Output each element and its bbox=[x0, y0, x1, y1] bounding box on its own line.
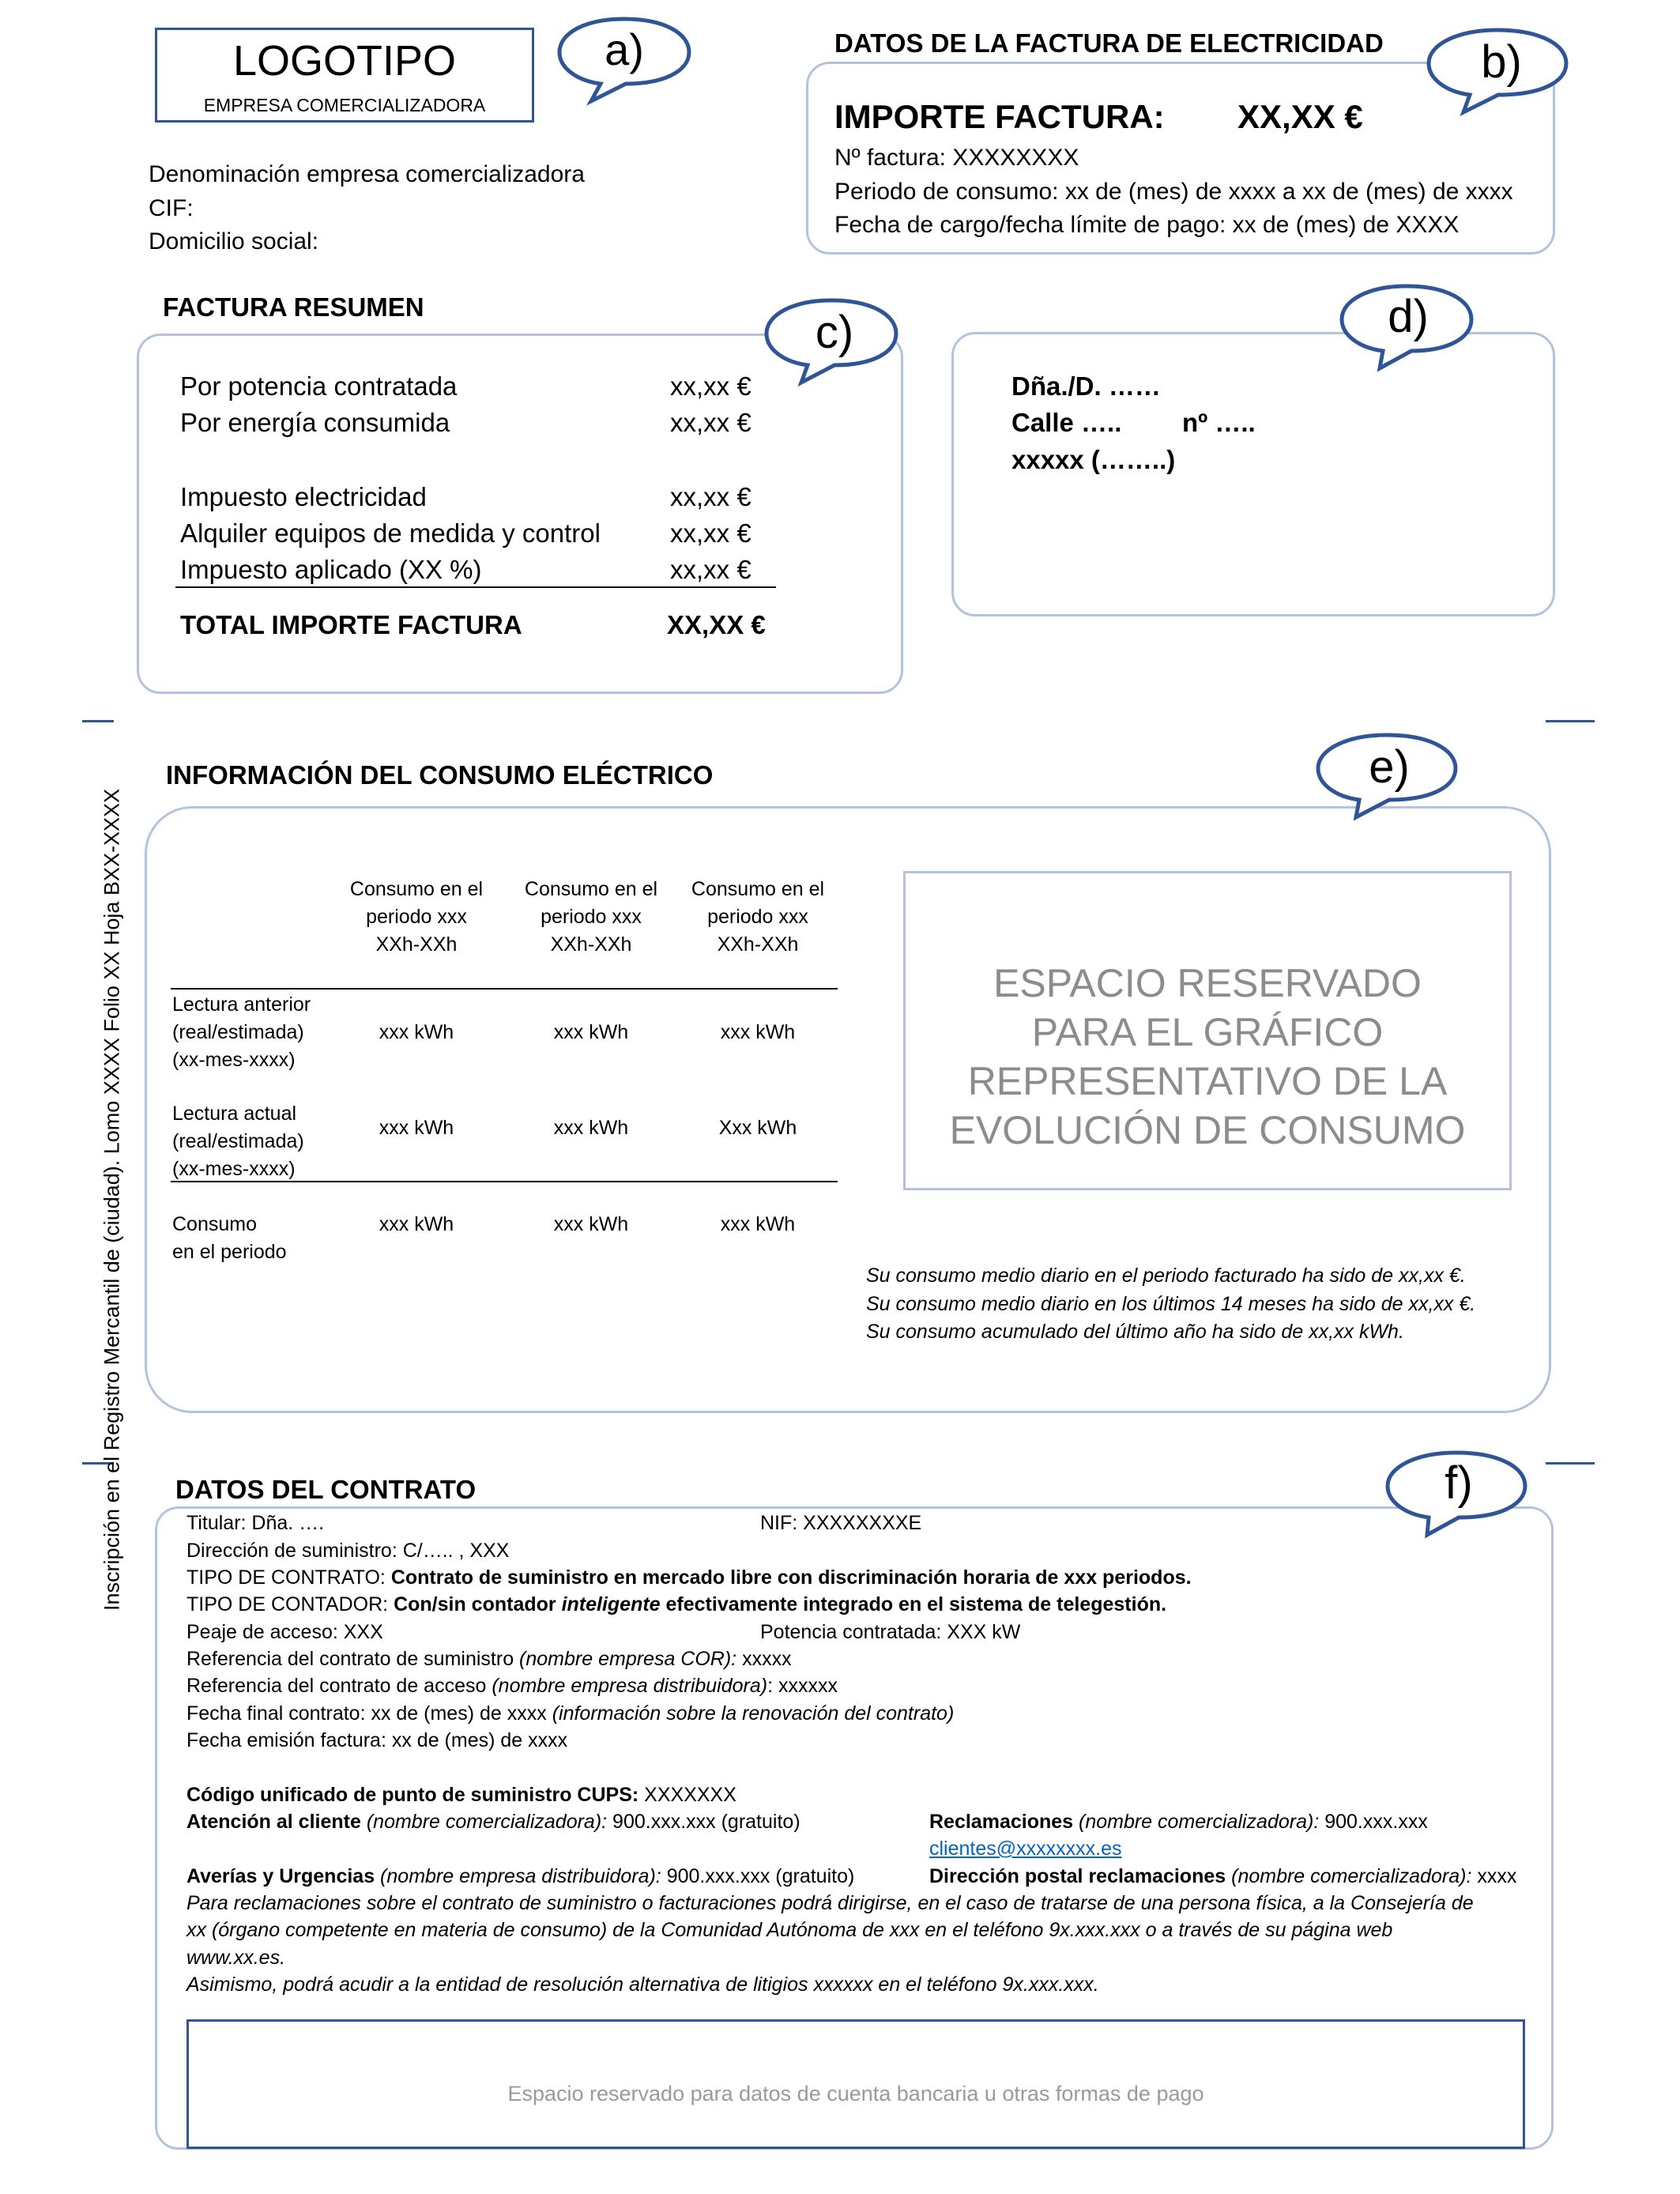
contract-supply-address: Dirección de suministro: C/….. , XXX bbox=[186, 1540, 510, 1562]
postal-claims-address: Dirección postal reclamaciones (nombre comercializadora): xxxx bbox=[929, 1865, 1517, 1887]
summary-total-rule bbox=[175, 586, 776, 588]
meter-type: TIPO DE CONTADOR: Con/sin contador inteligente efectivamente integrado en el sistema de telegestión. bbox=[186, 1593, 1167, 1615]
table-row-label: Consumo en el periodo bbox=[172, 1213, 287, 1263]
table-cell: xxx kWh bbox=[553, 1213, 629, 1235]
recipient-street-number: nº ….. bbox=[1182, 408, 1256, 437]
supply-contract-reference: Referencia del contrato de suministro (nombre empresa COR): xxxxx bbox=[186, 1648, 792, 1670]
chart-placeholder-line: EVOLUCIÓN DE CONSUMO bbox=[949, 1108, 1466, 1152]
consumption-note: Su consumo medio diario en los últimos 14 meses ha sido de xx,xx €. bbox=[866, 1293, 1476, 1315]
callout-d-label: d) bbox=[1388, 291, 1429, 342]
summary-row-value: xx,xx € bbox=[670, 555, 751, 584]
summary-total-value: XX,XX € bbox=[667, 610, 766, 639]
chart-placeholder-line: REPRESENTATIVO DE LA bbox=[967, 1059, 1448, 1103]
recipient-city: xxxxx (……..) bbox=[1011, 445, 1176, 474]
table-cell: xxx kWh bbox=[379, 1021, 454, 1043]
column-header: Consumo en el periodo xxx XXh-XXh bbox=[524, 878, 658, 956]
summary-row-label: Por energía consumida bbox=[180, 408, 450, 437]
invoice-due-date: Fecha de cargo/fecha límite de pago: xx de (mes) de XXXX bbox=[834, 212, 1460, 238]
access-contract-reference: Referencia del contrato de acceso (nombre empresa distribuidora): xxxxxx bbox=[186, 1675, 838, 1697]
table-rule bbox=[171, 988, 838, 990]
logo-title: LOGOTIPO bbox=[232, 37, 457, 85]
callout-d bbox=[1335, 283, 1478, 370]
summary-row-label: Impuesto aplicado (XX %) bbox=[180, 555, 482, 584]
invoice-heading: DATOS DE LA FACTURA DE ELECTRICIDAD bbox=[834, 28, 1384, 58]
callout-f-label: f) bbox=[1445, 1457, 1473, 1509]
table-rule bbox=[171, 1181, 838, 1182]
table-row-label: Lectura actual (real/estimada) (xx-mes-xxxx) bbox=[172, 1103, 304, 1180]
table-cell: xxx kWh bbox=[720, 1213, 796, 1235]
callout-c-label: c) bbox=[815, 307, 854, 358]
callout-c bbox=[760, 297, 902, 384]
summary-row-label: Alquiler equipos de medida y control bbox=[180, 518, 601, 548]
chart-placeholder bbox=[903, 871, 1512, 1190]
customer-service: Atención al cliente (nombre comercializadora): 900.xxx.xxx (gratuito) bbox=[186, 1811, 800, 1833]
callout-e-label: e) bbox=[1369, 741, 1410, 793]
registry-side-text: Inscripción en el Registro Mercantil de (ciudad). Lomo XXXX Folio XX Hoja BXX-XXXX bbox=[100, 789, 124, 1611]
company-name: Denominación empresa comercializadora bbox=[149, 161, 585, 187]
invoice-amount-value: XX,XX € bbox=[1237, 98, 1363, 135]
table-cell: xxx kWh bbox=[553, 1021, 629, 1043]
logo-subtitle: EMPRESA COMERCIALIZADORA bbox=[203, 95, 486, 115]
contracted-power: Potencia contratada: XXX kW bbox=[760, 1621, 1021, 1643]
contract-holder: Titular: Dña. …. bbox=[186, 1512, 325, 1534]
callout-e bbox=[1312, 732, 1462, 819]
bank-details-placeholder bbox=[186, 2019, 1525, 2149]
summary-row-value: xx,xx € bbox=[670, 371, 751, 401]
table-cell: xxx kWh bbox=[720, 1021, 796, 1043]
legal-notice: xx (órgano competente en materia de consumo) de la Comunidad Autónoma de xxx en el teléfono 9x.xxx.xxx o a través de su página web bbox=[186, 1919, 1393, 1941]
invoice-number: Nº factura: XXXXXXXX bbox=[834, 145, 1079, 171]
margin-tick bbox=[82, 720, 114, 722]
summary-row-value: xx,xx € bbox=[670, 482, 751, 511]
legal-notice: www.xx.es. bbox=[186, 1947, 286, 1969]
callout-f bbox=[1381, 1449, 1531, 1536]
column-header: Consumo en el periodo xxx XXh-XXh bbox=[691, 878, 825, 956]
invoice-issue-date: Fecha emisión factura: xx de (mes) de xxxx bbox=[186, 1729, 568, 1751]
table-row-label: Lectura anterior (real/estimada) (xx-mes-xxxx) bbox=[172, 993, 311, 1071]
legal-notice: Asimismo, podrá acudir a la entidad de resolución alternativa de litigios xxxxxx en el teléfono 9x.xxx.xxx. bbox=[186, 1973, 1099, 1996]
summary-row-value: xx,xx € bbox=[670, 518, 751, 548]
contract-end-date: Fecha final contrato: xx de (mes) de xxxx (información sobre la renovación del contrato) bbox=[186, 1702, 955, 1725]
chart-placeholder-line: PARA EL GRÁFICO bbox=[1031, 1010, 1384, 1054]
column-header: Consumo en el periodo xxx XXh-XXh bbox=[349, 878, 484, 956]
company-cif: CIF: bbox=[149, 195, 194, 221]
table-cell: xxx kWh bbox=[553, 1117, 629, 1139]
bank-details-placeholder-text: Espacio reservado para datos de cuenta bancaria u otras formas de pago bbox=[507, 2082, 1204, 2105]
summary-row-value: xx,xx € bbox=[670, 408, 751, 437]
callout-a-label: a) bbox=[605, 25, 644, 74]
table-cell: Xxx kWh bbox=[718, 1117, 797, 1139]
invoice-period: Periodo de consumo: xx de (mes) de xxxx a xx de (mes) de xxxx bbox=[834, 179, 1513, 205]
contract-heading: DATOS DEL CONTRATO bbox=[175, 1475, 477, 1504]
summary-total-label: TOTAL IMPORTE FACTURA bbox=[180, 610, 522, 639]
callout-b bbox=[1422, 27, 1573, 114]
contract-nif: NIF: XXXXXXXXE bbox=[760, 1512, 922, 1534]
recipient-street: Calle ….. bbox=[1011, 408, 1122, 437]
claims: Reclamaciones (nombre comercializadora): 900.xxx.xxx bbox=[929, 1811, 1428, 1833]
summary-row-label: Por potencia contratada bbox=[180, 371, 458, 401]
legal-notice: Para reclamaciones sobre el contrato de suministro o facturaciones podrá dirigirse, en el caso de tratarse de una persona física, a la Consejería de bbox=[186, 1892, 1474, 1914]
cups-code: Código unificado de punto de suministro CUPS: XXXXXXX bbox=[186, 1784, 736, 1806]
consumption-note: Su consumo medio diario en el periodo facturado ha sido de xx,xx €. bbox=[866, 1265, 1466, 1287]
contract-type: TIPO DE CONTRATO: Contrato de suministro en mercado libre con discriminación horaria de xxx periodos. bbox=[186, 1566, 1192, 1589]
margin-tick bbox=[1546, 1462, 1595, 1465]
logo-box bbox=[155, 28, 534, 123]
callout-a bbox=[553, 16, 695, 103]
access-toll: Peaje de acceso: XXX bbox=[186, 1621, 383, 1643]
company-address: Domicilio social: bbox=[149, 228, 319, 254]
recipient-name: Dña./D. …… bbox=[1011, 371, 1161, 401]
invoice-amount-label: IMPORTE FACTURA: bbox=[834, 98, 1165, 135]
callout-b-label: b) bbox=[1481, 36, 1522, 88]
margin-tick bbox=[1546, 720, 1595, 722]
claims-email-link[interactable]: clientes@xxxxxxxx.es bbox=[929, 1838, 1122, 1860]
table-cell: xxx kWh bbox=[379, 1213, 454, 1235]
faults-emergencies: Averías y Urgencias (nombre empresa distribuidora): 900.xxx.xxx (gratuito) bbox=[186, 1865, 855, 1887]
consumption-note: Su consumo acumulado del último año ha sido de xx,xx kWh. bbox=[866, 1321, 1404, 1343]
chart-placeholder-line: ESPACIO RESERVADO bbox=[993, 961, 1422, 1005]
summary-row-label: Impuesto electricidad bbox=[180, 482, 427, 511]
table-cell: xxx kWh bbox=[379, 1117, 454, 1139]
consumption-heading: INFORMACIÓN DEL CONSUMO ELÉCTRICO bbox=[166, 760, 714, 790]
summary-heading: FACTURA RESUMEN bbox=[163, 292, 424, 322]
